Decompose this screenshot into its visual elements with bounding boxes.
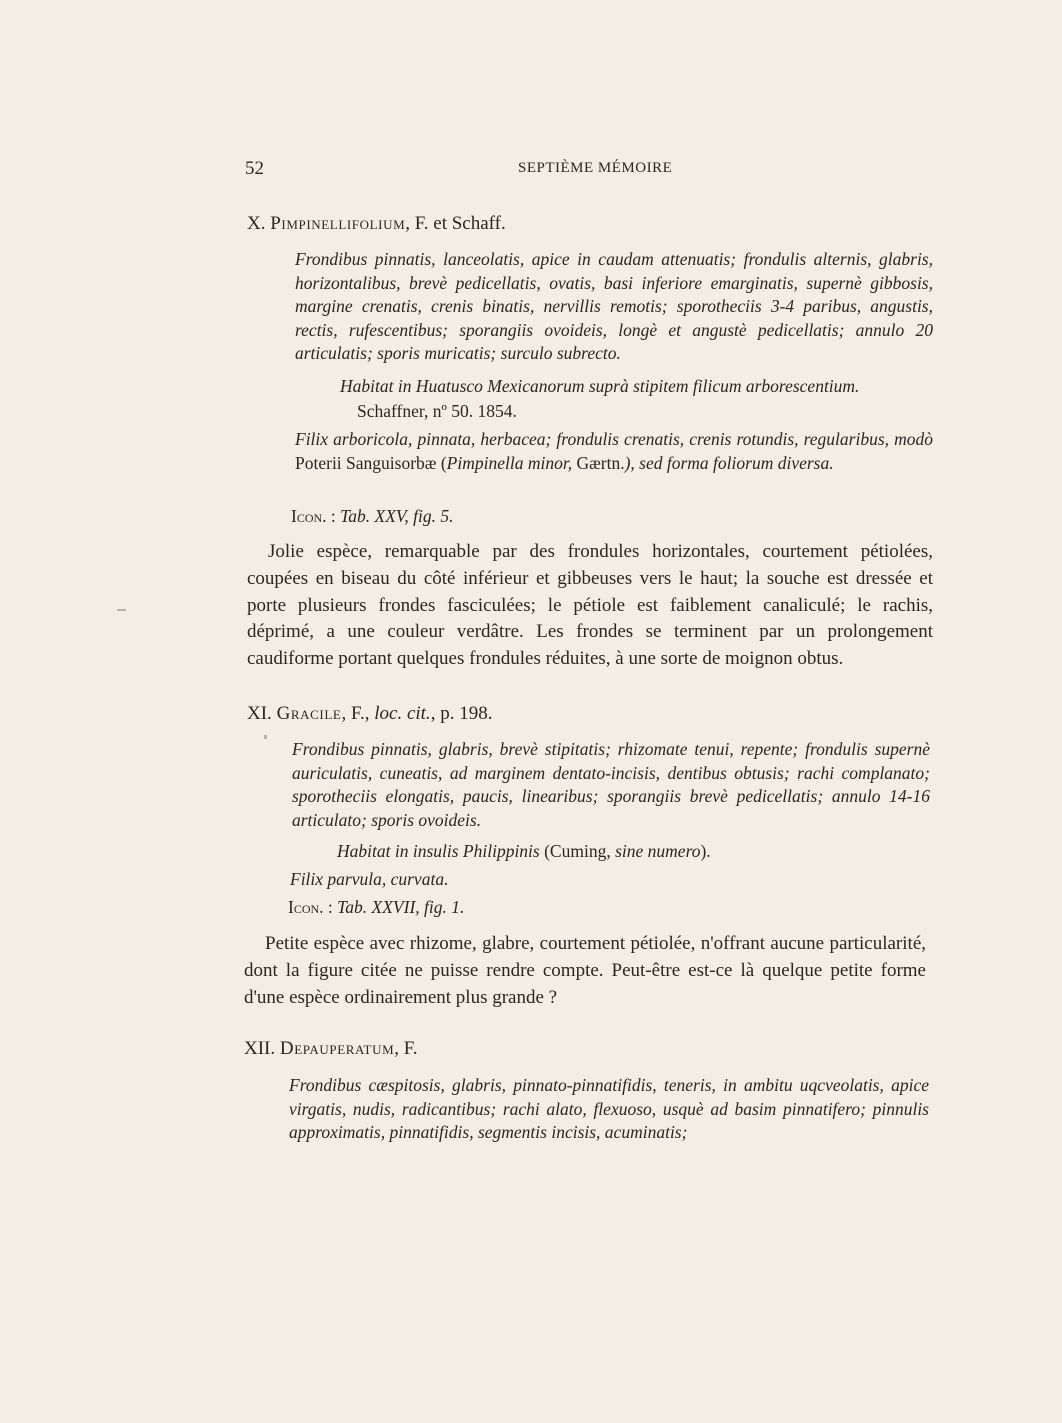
- section-xi-loc: loc. cit.: [374, 703, 431, 724]
- print-speck: [264, 735, 267, 739]
- section-xi-commentary: Petite espèce avec rhizome, glabre, courtement pétiolée, n'offrant aucune particularité, dont la figure citée ne puisse rendre compte. Peut-être est-ce là quelque petite forme d'une espèce ordinairement plus grande ?: [244, 933, 926, 1008]
- section-x-habitat: Habitat in Huatusco Mexicanorum suprà stipitem filicum arborescentium.: [340, 376, 860, 396]
- section-x-icon-ref: Icon. : Tab. XXV, fig. 5.: [291, 506, 454, 526]
- section-xii-name: Depauperatum: [279, 1038, 395, 1059]
- section-x-commentary: Jolie espèce, remarquable par des frondules horizontales, courtement pétiolées, coupées en biseau du côté inférieur et gibbeuses vers le haut; la souche est dressée et porte plusieurs frondes fasciculées; le pétiole est faiblement canaliculé; le rachis, déprimé, a une couleur verdâtre. Les frondes se terminent par un prolongement caudiforme portant quelques frondules réduites, à une sorte de moignon obtus.: [247, 541, 933, 670]
- section-x-note-d: Pimpinella minor,: [446, 452, 573, 473]
- section-xi-habitat: [337, 840, 897, 864]
- section-x-description: Frondibus pinnatis, lanceolatis, apice in caudam attenuatis; frondulis alternis, glabris, horizontalibus, brevè pedicellatis, ovatis, basi inferiore emarginatis, supernè gibbosis, margine crenatis, crenis binatis, nervillis remotis; sporotheciis 3-4 paribus, angustis, rectis, rufescentibus; sporangiis ovoideis, longè et angustè pedicellatis; annulo 20 articulatis; sporis muricatis; surculo subrecto.: [295, 249, 933, 363]
- section-xi-description: Frondibus pinnatis, glabris, brevè stipitatis; rhizomate tenui, repente; frondulis supernè auriculatis, cuneatis, ad marginem dentato-incisis, dentibus obtusis; rachi complanato; sporotheciis elongatis, paucis, linearibus; sporangiis brevè pedicellatis; annulo 14-16 articulato; sporis ovoideis.: [292, 739, 930, 830]
- section-x-note-f: ), sed forma foliorum diversa.: [624, 452, 834, 473]
- section-xii-heading: [244, 1037, 934, 1061]
- section-xii-numeral: XII.: [244, 1038, 276, 1059]
- running-title: SEPTIÈME MÉMOIRE: [518, 160, 673, 176]
- section-x-name: Pimpinellifolium: [270, 213, 406, 234]
- section-xi-habitat-c: sine numero: [615, 841, 701, 861]
- section-xi-numeral: XI.: [247, 703, 272, 724]
- section-x-note-c: (: [436, 452, 447, 473]
- section-xi-habitat-d: ).: [700, 841, 711, 861]
- page-header: [245, 158, 935, 182]
- section-xi-habitat-b: (Cuming,: [539, 841, 616, 861]
- section-xii-description: Frondibus cæspitosis, glabris, pinnato-pinnatifidis, teneris, in ambitu uqcveolatis, apice virgatis, nudis, radicantibus; rachi alato, flexuoso, usquè ad basim pinnatifero; pinnulis approximatis, pinnatifidis, segmentis incisis, acuminatis;: [289, 1075, 929, 1142]
- section-x-icon-plate: Tab. XXV, fig. 5.: [340, 506, 454, 526]
- section-x-authority: , F. et Schaff.: [405, 213, 506, 234]
- section-xi-note: Filix parvula, curvata.: [290, 869, 449, 889]
- section-x-note-b: Poterii Sanguisorbæ: [295, 452, 437, 473]
- section-x-note: [295, 428, 933, 475]
- section-x-collector: Schaffner, nº 50. 1854.: [357, 401, 517, 421]
- section-xi-name: Gracile: [276, 703, 342, 724]
- section-x-note-a: Filix arboricola, pinnata, herbacea; frondulis crenatis, crenis rotundis, regularibus, modò: [295, 429, 933, 449]
- page-number: 52: [245, 158, 264, 179]
- section-xi-page-ref: , p. 198.: [430, 703, 493, 724]
- section-x-heading: [247, 212, 937, 236]
- section-x-numeral: X.: [247, 213, 266, 234]
- section-xi-icon-ref: Icon. : Tab. XXVII, fig. 1.: [288, 897, 465, 917]
- section-xii-authority: , F.: [394, 1038, 418, 1059]
- section-xi-icon-label: Icon.: [288, 897, 324, 917]
- section-xi-habitat-a: Habitat in insulis Philippinis: [337, 841, 540, 861]
- print-speck: [117, 609, 126, 611]
- section-xi-heading: [247, 702, 937, 726]
- section-xi-icon-plate: Tab. XXVII, fig. 1.: [337, 897, 465, 917]
- section-xi-authority: , F.,: [341, 703, 375, 724]
- section-x-icon-label: Icon.: [291, 506, 327, 526]
- section-x-note-e: Gærtn.: [572, 452, 625, 473]
